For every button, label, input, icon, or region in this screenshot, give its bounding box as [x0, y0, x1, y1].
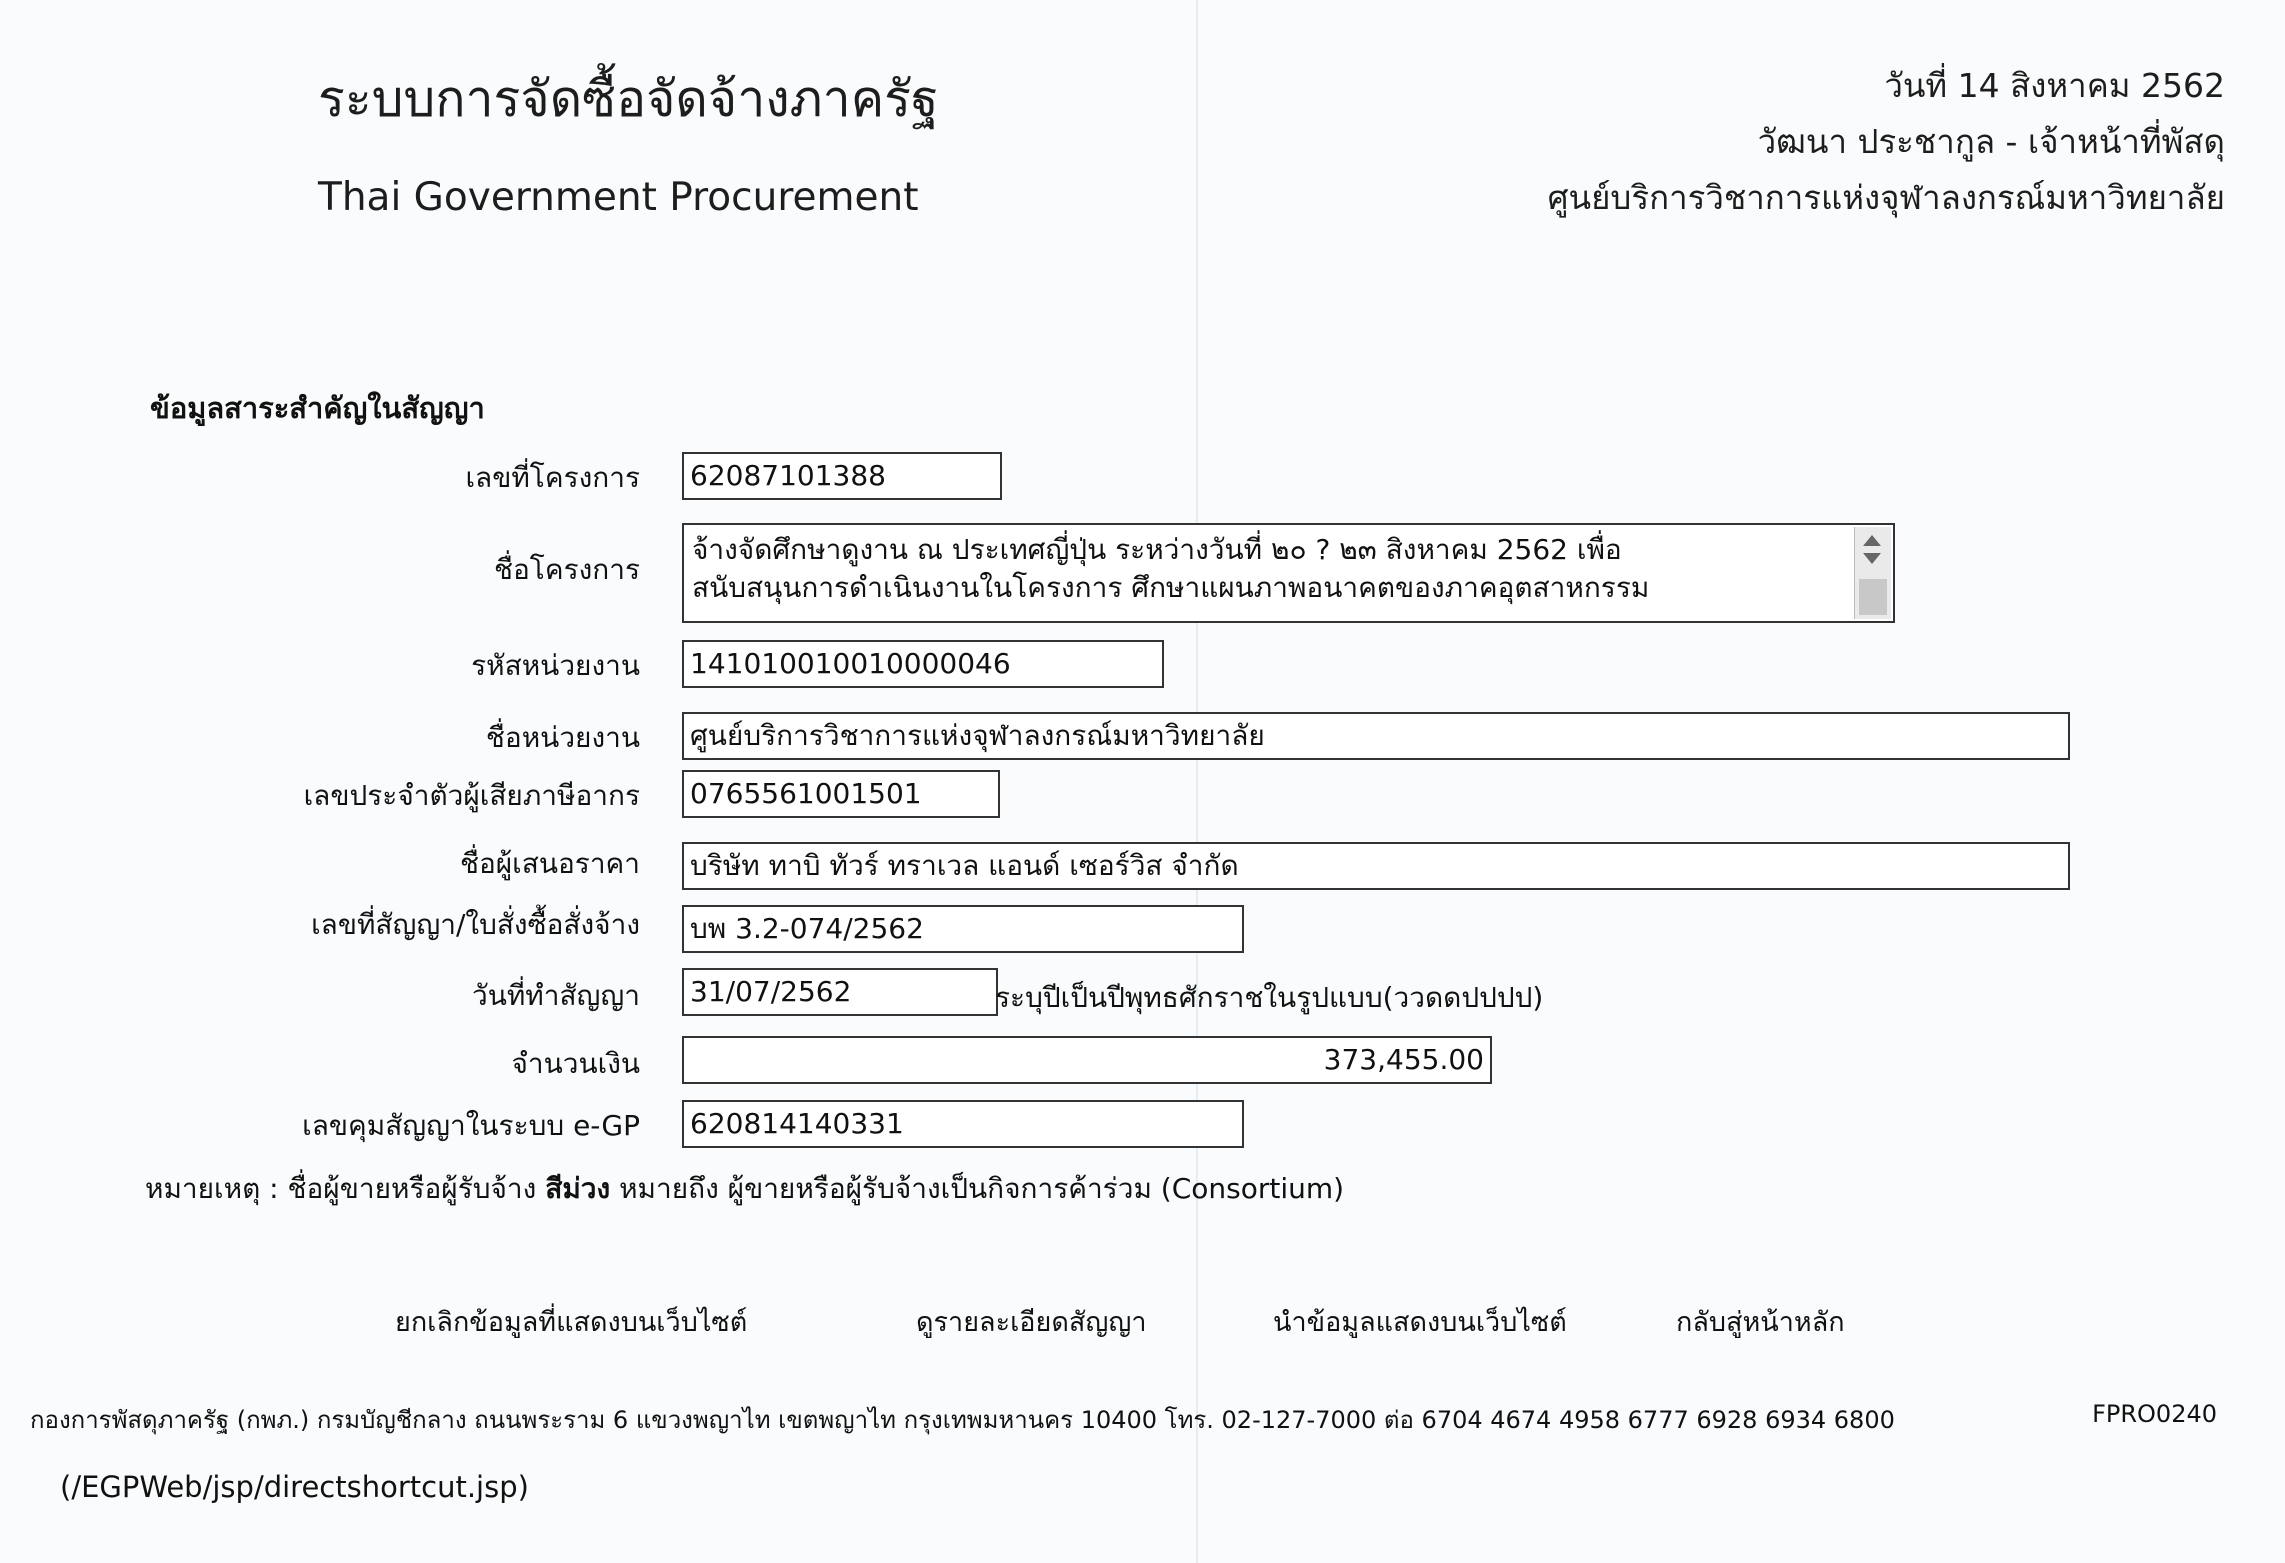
amount-label: จำนวนเงิน — [511, 1047, 640, 1080]
date-format-hint: ระบุปีเป็นปีพุทธศักราชในรูปแบบ(ววดดปปปป) — [995, 981, 1544, 1014]
system-title: ระบบการจัดซื้อจัดจ้างภาครัฐ — [318, 70, 939, 128]
section-title: ข้อมูลสาระสำคัญในสัญญา — [150, 391, 485, 425]
user-info-block — [1548, 58, 2225, 226]
note-suffix: หมายถึง ผู้ขายหรือผู้รับจ้างเป็นกิจการค้าร่วม (Consortium) — [619, 1172, 1345, 1205]
dept-name-field[interactable]: ศูนย์บริการวิชาการแห่งจุฬาลงกรณ์มหาวิทยาลัย — [682, 712, 2070, 760]
current-date: วันที่ 14 สิงหาคม 2562 — [1884, 66, 2225, 105]
contract-no-label: เลขที่สัญญา/ใบสั่งซื้อสั่งจ้าง — [311, 908, 640, 941]
contract-no-field[interactable]: บพ 3.2-074/2562 — [682, 905, 1244, 953]
view-contract-link[interactable]: ดูรายละเอียดสัญญา — [916, 1307, 1147, 1338]
project-no-label: เลขที่โครงการ — [465, 461, 640, 494]
scroll-up-icon[interactable] — [1863, 535, 1881, 546]
publish-link[interactable]: นำข้อมูลแสดงบนเว็บไซต์ — [1273, 1307, 1567, 1338]
project-name-textarea[interactable] — [682, 523, 1895, 623]
scroll-thumb[interactable] — [1859, 579, 1887, 615]
project-name-line1: จ้างจัดศึกษาดูงาน ณ ประเทศญี่ปุ่น ระหว่างวันที่ ๒๐ ? ๒๓ สิงหาคม 2562 เพื่อ — [692, 533, 1622, 566]
cancel-publish-link[interactable]: ยกเลิกข้อมูลที่แสดงบนเว็บไซต์ — [395, 1307, 748, 1338]
footer-address: กองการพัสดุภาครัฐ (กพภ.) กรมบัญชีกลาง ถนนพระราม 6 แขวงพญาไท เขตพญาไท กรุงเทพมหานคร 10400 โทร. 02-127-7000 ต่อ 6704 4674 4958 6777 6928 6934 6800 — [30, 1406, 1895, 1434]
scroll-down-icon[interactable] — [1863, 553, 1881, 564]
dept-name-label: ชื่อหน่วยงาน — [485, 721, 640, 754]
egp-no-label: เลขคุมสัญญาในระบบ e-GP — [302, 1109, 640, 1142]
bidder-label: ชื่อผู้เสนอราคา — [459, 847, 640, 880]
agency-name: ศูนย์บริการวิชาการแห่งจุฬาลงกรณ์มหาวิทยาลัย — [1547, 178, 2225, 217]
egp-no-field[interactable]: 620814140331 — [682, 1100, 1244, 1148]
project-name-label: ชื่อโครงการ — [493, 553, 640, 586]
dept-code-label: รหัสหน่วยงาน — [471, 649, 640, 682]
textarea-scrollbar[interactable] — [1854, 527, 1891, 619]
amount-field[interactable]: 373,455.00 — [682, 1036, 1492, 1084]
consortium-note — [145, 1167, 1344, 1211]
contract-date-field[interactable]: 31/07/2562 — [682, 968, 998, 1016]
user-name: วัฒนา ประชากูล - เจ้าหน้าที่พัสดุ — [1757, 122, 2225, 161]
tax-id-field[interactable]: 0765561001501 — [682, 770, 1000, 818]
note-prefix: หมายเหตุ : ชื่อผู้ขายหรือผู้รับจ้าง — [145, 1172, 537, 1205]
project-name-line2: สนับสนุนการดำเนินงานในโครงการ ศึกษาแผนภาพอนาคตของภาคอุตสาหกรรม — [692, 571, 1650, 604]
page-code: FPRO0240 — [2092, 1400, 2217, 1428]
scan-divider — [1196, 0, 1198, 1563]
dept-code-field[interactable]: 141010010010000046 — [682, 640, 1164, 688]
bidder-field[interactable]: บริษัท ทาบิ ทัวร์ ทราเวล แอนด์ เซอร์วิส จำกัด — [682, 842, 2070, 890]
tax-id-label: เลขประจำตัวผู้เสียภาษีอากร — [303, 779, 640, 812]
home-link[interactable]: กลับสู่หน้าหลัก — [1676, 1307, 1845, 1338]
contract-date-label: วันที่ทำสัญญา — [471, 979, 640, 1012]
page-path: (/EGPWeb/jsp/directshortcut.jsp) — [60, 1470, 529, 1504]
note-highlight: สีม่วง — [545, 1172, 611, 1205]
system-subtitle: Thai Government Procurement — [318, 175, 919, 220]
project-no-field[interactable]: 62087101388 — [682, 452, 1002, 500]
